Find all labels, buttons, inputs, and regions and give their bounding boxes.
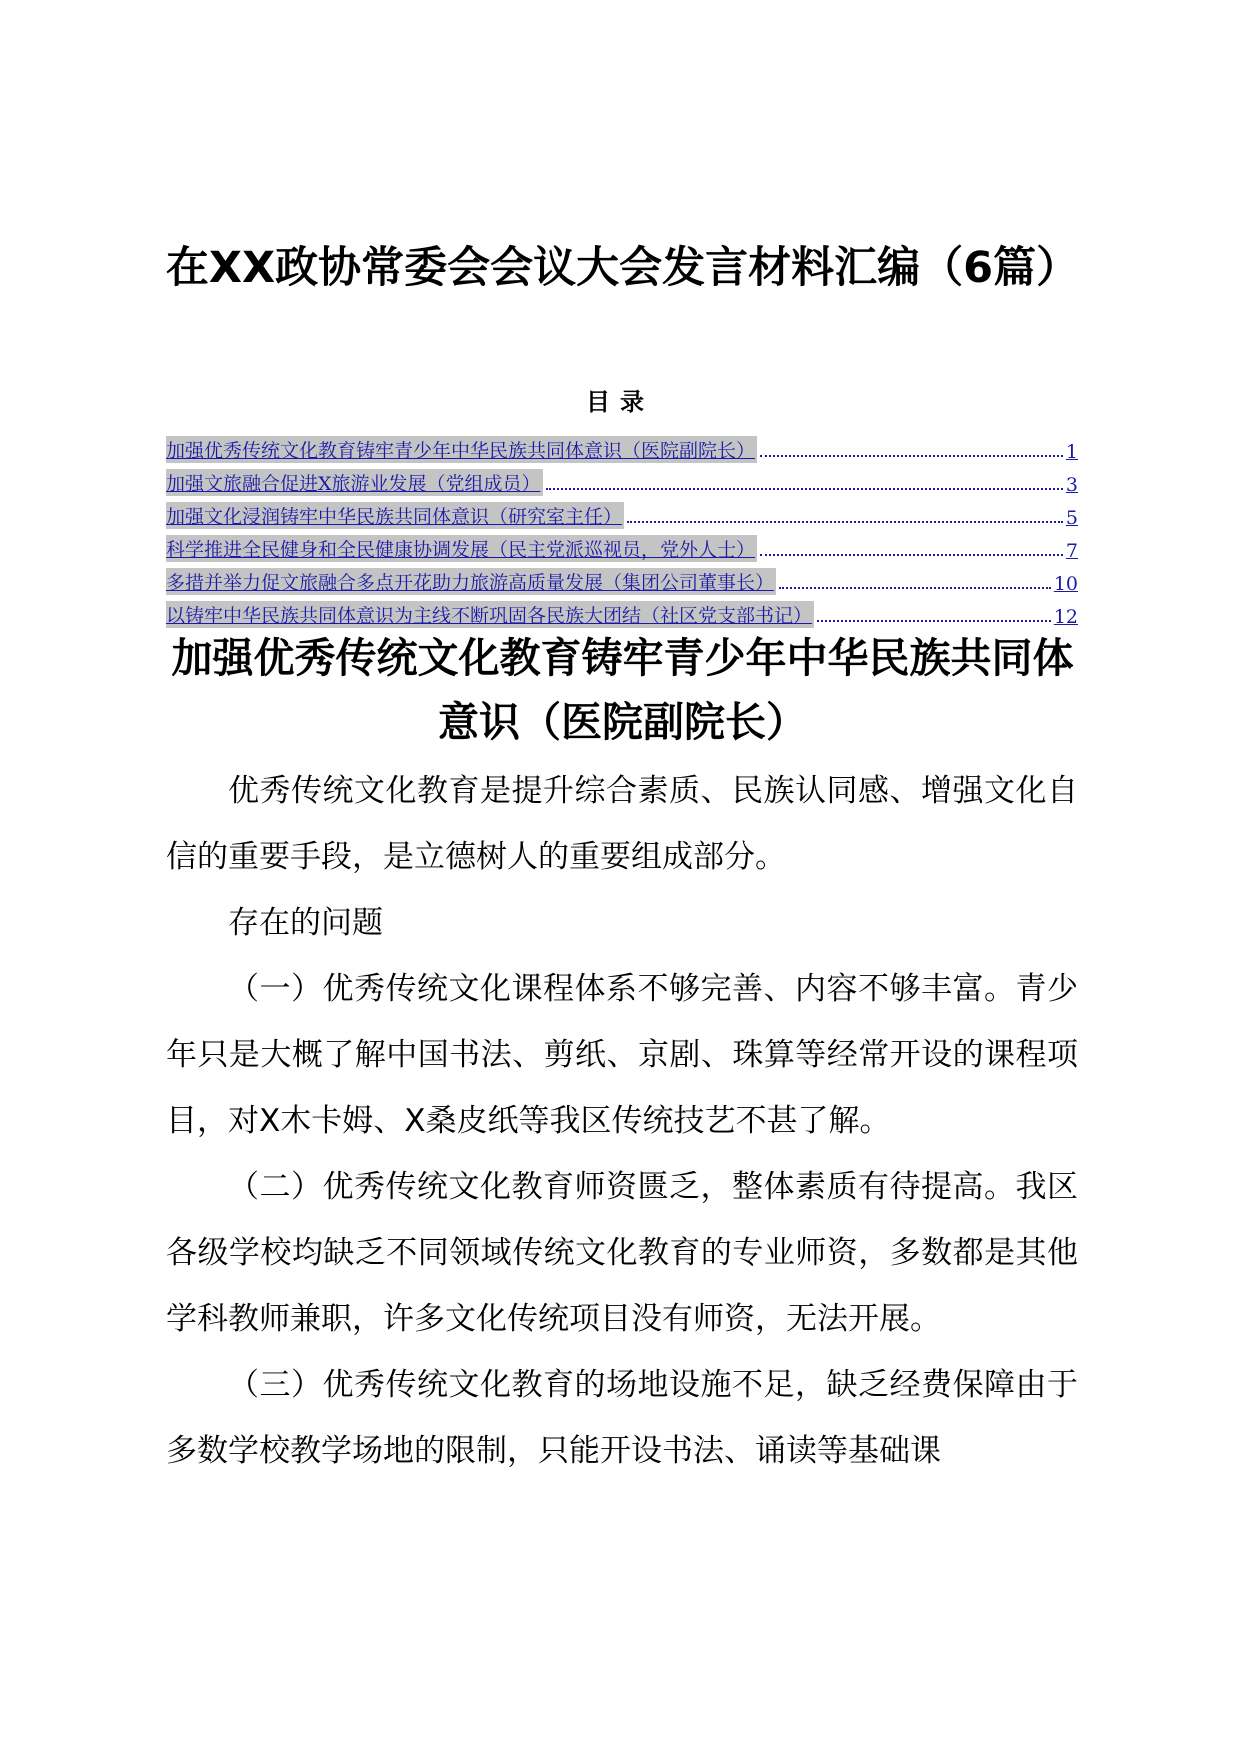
toc-entry-page: 7 [1065, 540, 1078, 562]
document-title: 在XX政协常委会会议大会发言材料汇编（6篇） [165, 243, 1080, 293]
toc-entry-title: 多措并举力促文旅融合多点开花助力旅游高质量发展（集团公司董事长） [166, 568, 776, 595]
toc-leader-dots [627, 521, 1063, 523]
toc-entry-page: 1 [1065, 441, 1078, 463]
toc-leader-dots [817, 620, 1051, 622]
toc-leader-dots [760, 455, 1063, 457]
toc-leader-dots [779, 587, 1051, 589]
body-paragraph: （二）优秀传统文化教育师资匮乏，整体素质有待提高。我区各级学校均缺乏不同领域传统文化教育的专业师资，多数都是其他学科教师兼职，许多文化传统项目没有师资，无法开展。 [166, 1169, 1078, 1337]
toc-entry[interactable] [166, 463, 1078, 496]
toc-heading: 目录 [586, 388, 654, 416]
body-paragraph: （三）优秀传统文化教育的场地设施不足，缺乏经费保障由于多数学校教学场地的限制，只能开设书法、诵读等基础课 [166, 1367, 1078, 1469]
toc-entry[interactable] [166, 595, 1078, 628]
toc-entry-title: 加强文旅融合促进X旅游业发展（党组成员） [166, 469, 543, 496]
toc-entry[interactable] [166, 430, 1078, 463]
body-paragraph: 优秀传统文化教育是提升综合素质、民族认同感、增强文化自信的重要手段，是立德树人的重要组成部分。 [166, 773, 1078, 875]
toc-entry-title: 科学推进全民健身和全民健康协调发展（民主党派巡视员，党外人士） [166, 535, 757, 562]
toc-entry-page: 3 [1065, 474, 1078, 496]
section-body [166, 758, 1078, 1484]
toc-leader-dots [546, 488, 1063, 490]
toc-leader-dots [760, 554, 1063, 556]
toc-entry[interactable] [166, 529, 1078, 562]
toc-entry-title: 加强文化浸润铸牢中华民族共同体意识（研究室主任） [166, 502, 624, 529]
body-paragraph: 存在的问题 [228, 905, 383, 941]
toc-entry-title: 加强优秀传统文化教育铸牢青少年中华民族共同体意识（医院副院长） [166, 436, 757, 463]
toc-entry[interactable] [166, 496, 1078, 529]
toc-entry-page: 10 [1053, 573, 1078, 595]
toc-entry-title: 以铸牢中华民族共同体意识为主线不断巩固各民族大团结（社区党支部书记） [166, 601, 814, 628]
toc-entry[interactable] [166, 562, 1078, 595]
toc-entry-page: 5 [1065, 507, 1078, 529]
section-title: 加强优秀传统文化教育铸牢青少年中华民族共同体意识（医院副院长） [171, 634, 1074, 746]
table-of-contents [166, 430, 1078, 628]
body-paragraph: （一）优秀传统文化课程体系不够完善、内容不够丰富。青少年只是大概了解中国书法、剪纸、京剧、珠算等经常开设的课程项目，对X木卡姆、X桑皮纸等我区传统技艺不甚了解。 [166, 971, 1078, 1139]
toc-entry-page: 12 [1053, 606, 1078, 628]
